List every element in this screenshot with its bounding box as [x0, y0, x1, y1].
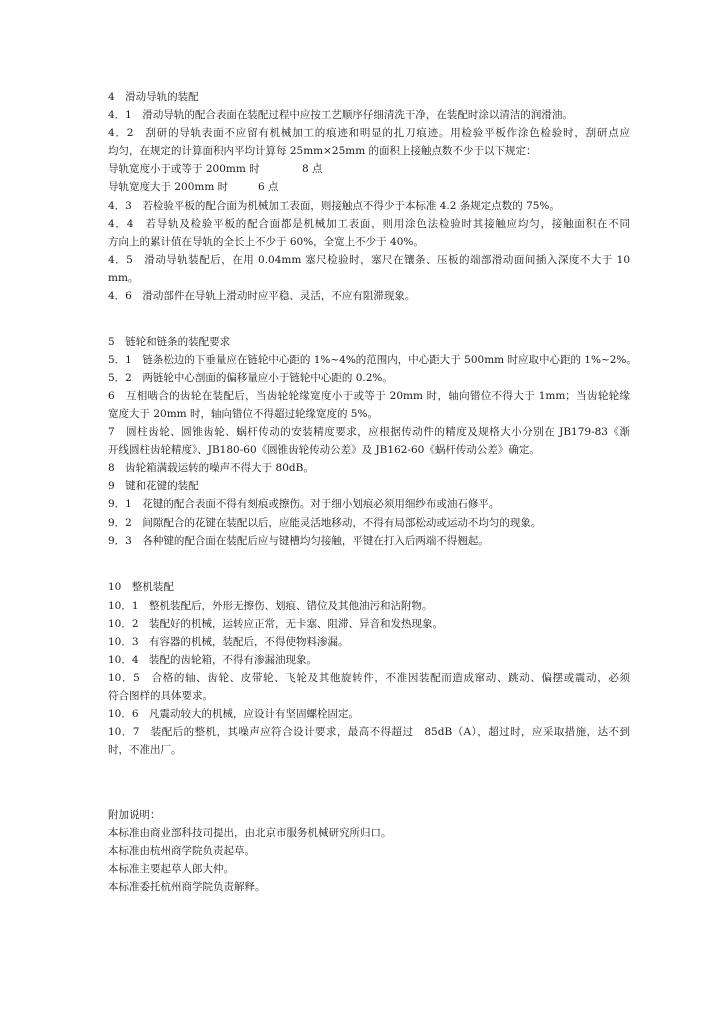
rule-2-label: 导轨宽度大于 200mm 时	[108, 181, 229, 193]
clause-7-line-1: 7 圆柱齿轮、圆锥齿轮、蜗杆传动的安装精度要求，应根据传动件的精度及规格大小分别在 JB179-83《渐	[108, 426, 630, 438]
note-1: 本标准由商业部科技司提出，由北京市服务机械研究所归口。	[108, 827, 392, 839]
clause-10-1: 10．1 整机装配后，外形无擦伤、划痕、错位及其他油污和沾附物。	[108, 600, 433, 612]
clause-10-5-line-2: 符合图样的具体要求。	[108, 690, 213, 702]
clause-9-2: 9．2 间隙配合的花键在装配以后，应能灵活地移动，不得有局部松动或运动不均匀的现象。	[108, 517, 542, 529]
clause-9-1: 9．1 花键的配合表面不得有刻痕或擦伤。对于细小划痕必须用细纱布或油石修平。	[108, 498, 500, 510]
rule-2-value: 6 点	[258, 181, 279, 193]
rule-1-value: 8 点	[302, 163, 323, 175]
rule-1-label: 导轨宽度小于或等于 200mm 时	[108, 163, 260, 175]
clause-4-2-line-1: 4．2 刮研的导轨表面不应留有机械加工的痕迹和明显的扎刀痕迹。用检验平板作涂色检验时，刮研点应	[108, 127, 630, 139]
clause-10-4: 10．4 装配的齿轮箱，不得有渗漏油现象。	[108, 654, 318, 666]
clause-10-7-line-2: 时，不准出厂。	[108, 744, 182, 756]
clause-10-5-line-1: 10．5 合格的轴、齿轮、皮带轮、飞轮及其他旋转件，不准因装配而造成窜动、跳动、偏摆或震动，必须	[108, 672, 630, 684]
notes-heading: 附加说明：	[108, 809, 161, 821]
clause-5-1: 5．1 链条松边的下垂量应在链轮中心距的 1%~4%的范围内，中心距大于 500mm 时应取中心距的 1%~2%。	[108, 354, 637, 366]
clause-10-2: 10．2 装配好的机械，运转应正常，无卡塞、阻滞、异音和发热现象。	[108, 618, 444, 630]
clause-4-5-line-1: 4．5 滑动导轨装配后，在用 0.04mm 塞尺检验时，塞尺在镶条、压板的端部滑动面间插入深度不大于 10	[108, 254, 630, 266]
rule-row-1	[108, 162, 628, 176]
clause-10-7-line-1: 10．7 装配后的整机，其噪声应符合设计要求，最高不得超过 85dB（A），超过时，应采取措施，达不到	[108, 726, 630, 738]
clause-10-3: 10．3 有容器的机械，装配后，不得使物料渗漏。	[108, 636, 349, 648]
section-9-heading: 9 键和花键的装配	[108, 480, 199, 492]
note-4: 本标准委托杭州商学院负责解释。	[108, 881, 266, 893]
clause-4-3: 4．3 若检验平板的配合面为机械加工表面，则接触点不得少于本标准 4.2 条规定点数的 75%。	[108, 200, 560, 212]
clause-4-4-line-1: 4．4 若导轨及检验平板的配合面都是机械加工表面，则用涂色法检验时其接触应均匀，接触面积在不同	[108, 218, 630, 230]
note-2: 本标准由杭州商学院负责起草。	[108, 845, 255, 857]
clause-4-6: 4．6 滑动部件在导轨上滑动时应平稳、灵活，不应有阻滞现象。	[108, 290, 416, 302]
clause-8: 8 齿轮箱满载运转的噪声不得大于 80dB。	[108, 462, 314, 474]
clause-7-line-2: 开线圆柱齿轮精度》、JB180-60《圆锥齿轮传动公差》及 JB162-60《蜗杆传动公差》确定。	[108, 444, 540, 456]
clause-6-line-2: 宽度大于 20mm 时，轴向错位不得超过轮缘宽度的 5%。	[108, 408, 378, 420]
section-5-heading: 5 链轮和链条的装配要求	[108, 336, 231, 348]
section-10-heading: 10 整机装配	[108, 581, 174, 593]
clause-6-line-1: 6 互相啮合的齿轮在装配后，当齿轮轮缘宽度小于或等于 20mm 时，轴向错位不得大于 1mm；当齿轮轮缘	[108, 390, 630, 402]
section-4-heading: 4 滑动导轨的装配	[108, 91, 199, 103]
clause-4-1: 4．1 滑动导轨的配合表面在装配过程中应按工艺顺序仔细清洗干净，在装配时涂以清洁的润滑油。	[108, 109, 573, 121]
clause-5-2: 5．2 两链轮中心剖面的偏移量应小于链轮中心距的 0.2%。	[108, 372, 393, 384]
clause-4-5-line-2: mm。	[108, 272, 139, 284]
rule-row-2	[108, 180, 628, 194]
note-3: 本标准主要起草人郎大仲。	[108, 863, 234, 875]
clause-4-2-line-2: 均匀，在规定的计算面积内平均计算每 25mm×25mm 的面积上接触点数不少于以下规定：	[108, 145, 537, 157]
clause-4-4-line-2: 方向上的累计值在导轨的全长上不少于 60%，全宽上不少于 40%。	[108, 236, 424, 248]
clause-10-6: 10．6 凡震动较大的机械，应设计有坚固螺栓固定。	[108, 708, 360, 720]
clause-9-3: 9．3 各种键的配合面在装配后应与键槽均匀接触，平键在打入后两端不得翘起。	[108, 535, 489, 547]
